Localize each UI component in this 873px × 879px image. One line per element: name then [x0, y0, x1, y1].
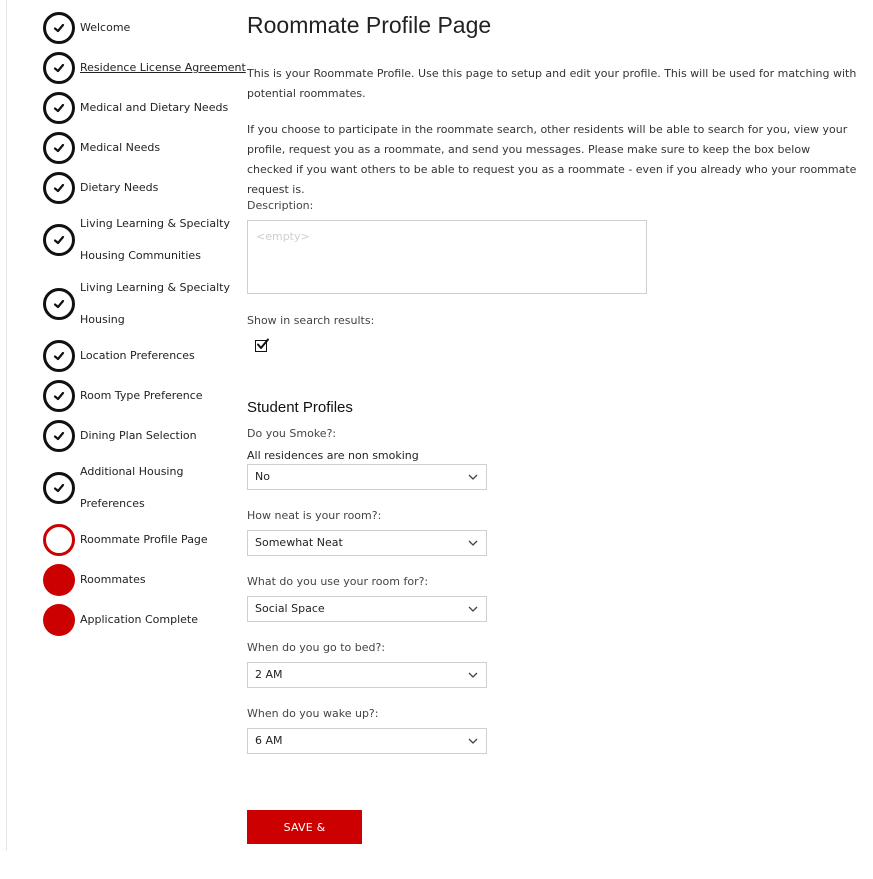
- chevron-down-icon: [468, 738, 478, 744]
- description-placeholder: <empty>: [256, 230, 310, 243]
- step-label: Application Complete: [80, 613, 198, 626]
- step-label-line1: Additional Housing: [80, 465, 184, 478]
- room-use-select[interactable]: [247, 596, 487, 622]
- step-label-line2: Housing Communities: [80, 249, 201, 262]
- step-label: Dining Plan Selection: [80, 429, 197, 442]
- step-status-todo: [43, 604, 75, 636]
- show-in-search-label: Show in search results:: [247, 314, 375, 327]
- smoke-select[interactable]: [247, 464, 487, 490]
- step-label-line1: Living Learning & Specialty: [80, 217, 230, 230]
- check-icon: [52, 233, 66, 247]
- step-label-line2: Housing: [80, 313, 125, 326]
- check-icon: [52, 141, 66, 155]
- smoke-value: No: [255, 470, 270, 483]
- check-icon: [52, 21, 66, 35]
- student-profiles-heading: Student Profiles: [247, 399, 353, 416]
- step-label-line2: Preferences: [80, 497, 145, 510]
- step-status-done: [43, 52, 75, 84]
- step-label: Welcome: [80, 21, 131, 34]
- left-border: [6, 0, 7, 851]
- check-icon: [52, 349, 66, 363]
- step-status-done: [43, 172, 75, 204]
- step-label: Roommates: [80, 573, 146, 586]
- wake-select[interactable]: [247, 728, 487, 754]
- step-label: Location Preferences: [80, 349, 195, 362]
- description-label: Description:: [247, 199, 314, 212]
- neat-label: How neat is your room?:: [247, 509, 382, 522]
- intro-text: This is your Roommate Profile. Use this page to setup and edit your profile. This will be used for matching with potential roommates.: [247, 67, 857, 100]
- smoke-label: Do you Smoke?:: [247, 427, 337, 440]
- bedtime-value: 2 AM: [255, 668, 283, 681]
- step-label[interactable]: Residence License Agreement: [80, 61, 246, 74]
- check-icon: [52, 389, 66, 403]
- step-status-done: [43, 132, 75, 164]
- step-status-done: [43, 340, 75, 372]
- step-label: Dietary Needs: [80, 181, 159, 194]
- check-icon: [52, 101, 66, 115]
- step-status-todo: [43, 564, 75, 596]
- neat-value: Somewhat Neat: [255, 536, 343, 549]
- step-status-done: [43, 472, 75, 504]
- info-text: If you choose to participate in the roommate search, other residents will be able to search for you, view your profile, request you as a roommate, and send you messages. Please make sure to keep the box below checked if you want others to be able to request you as a roommate - even if you already who your roommate request is.: [247, 123, 857, 196]
- smoke-note: All residences are non smoking: [247, 449, 419, 462]
- step-label: Medical Needs: [80, 141, 161, 154]
- save-continue-button[interactable]: SAVE & CONTINUE: [247, 810, 362, 844]
- room-use-value: Social Space: [255, 602, 325, 615]
- description-textarea[interactable]: [247, 220, 647, 294]
- chevron-down-icon: [468, 606, 478, 612]
- step-status-done: [43, 380, 75, 412]
- check-icon: [52, 429, 66, 443]
- page-title: Roommate Profile Page: [247, 12, 492, 38]
- step-label: Room Type Preference: [80, 389, 203, 402]
- step-status-done: [43, 224, 75, 256]
- step-status-done: [43, 92, 75, 124]
- step-status-done: [43, 420, 75, 452]
- bedtime-select[interactable]: [247, 662, 487, 688]
- show-in-search-checkbox[interactable]: [255, 340, 267, 352]
- step-status-done: [43, 12, 75, 44]
- room-use-label: What do you use your room for?:: [247, 575, 429, 588]
- step-status-done: [43, 288, 75, 320]
- check-icon: [52, 481, 66, 495]
- chevron-down-icon: [468, 540, 478, 546]
- chevron-down-icon: [468, 672, 478, 678]
- check-icon: [52, 297, 66, 311]
- chevron-down-icon: [468, 474, 478, 480]
- step-label-line1: Living Learning & Specialty: [80, 281, 230, 294]
- step-label: Roommate Profile Page: [80, 533, 208, 546]
- wake-value: 6 AM: [255, 734, 283, 747]
- neat-select[interactable]: [247, 530, 487, 556]
- wake-label: When do you wake up?:: [247, 707, 379, 720]
- bedtime-label: When do you go to bed?:: [247, 641, 386, 654]
- step-status-current: [43, 524, 75, 556]
- check-icon: [52, 181, 66, 195]
- check-icon: [52, 61, 66, 75]
- step-label: Medical and Dietary Needs: [80, 101, 229, 114]
- check-icon: [256, 338, 270, 352]
